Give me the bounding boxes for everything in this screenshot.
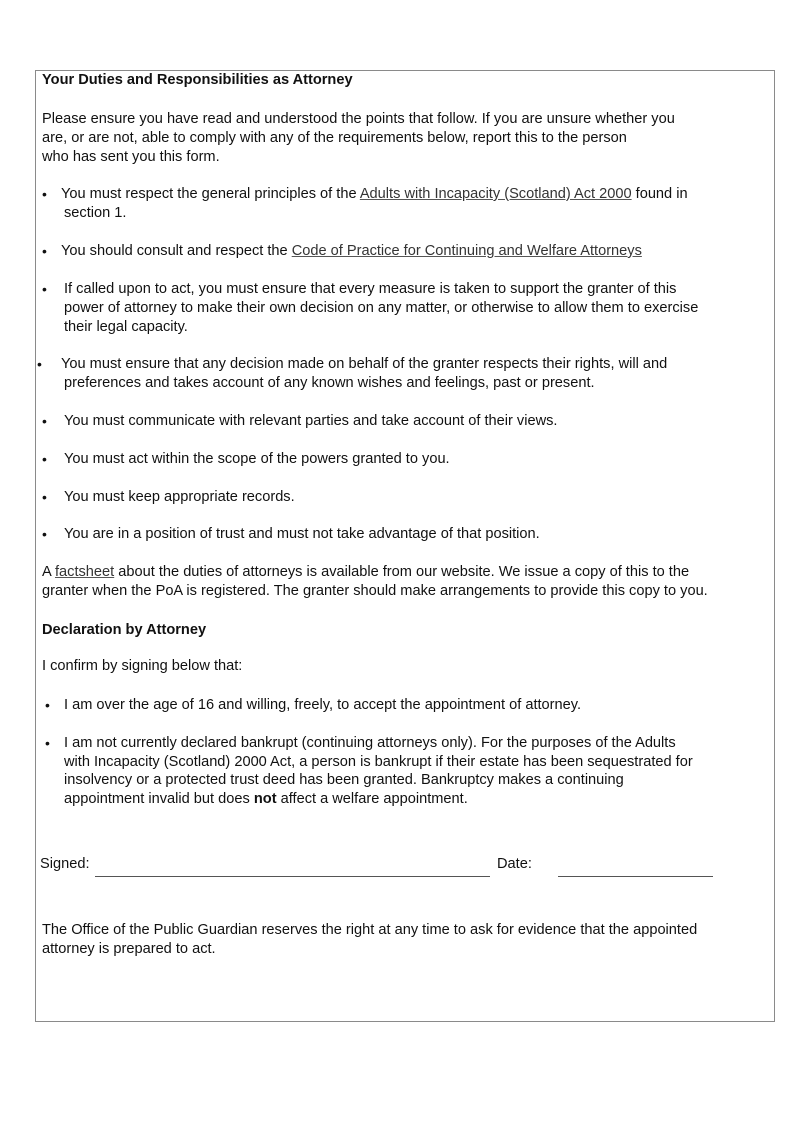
duty-1-line-2: section 1. bbox=[64, 205, 127, 221]
bullet-icon: • bbox=[42, 489, 47, 505]
code-of-practice-link[interactable]: Code of Practice for Continuing and Welfare Attorneys bbox=[291, 243, 642, 259]
duty-7: You must keep appropriate records. bbox=[64, 489, 295, 505]
form-frame bbox=[35, 70, 775, 1022]
bullet-icon: • bbox=[45, 697, 50, 713]
intro-line-3: who has sent you this form. bbox=[42, 149, 220, 165]
factsheet-link[interactable]: factsheet bbox=[54, 564, 115, 580]
declaration-item-2-line-3: insolvency or a protected trust deed has been granted. Bankruptcy makes a continuing bbox=[64, 772, 624, 788]
bullet-icon: • bbox=[42, 451, 47, 467]
signature-line[interactable] bbox=[95, 876, 490, 877]
duty-4-line-2: preferences and takes account of any known wishes and feelings, past or present. bbox=[64, 375, 595, 391]
duty-6: You must act within the scope of the powers granted to you. bbox=[64, 451, 450, 467]
factsheet-line-1: A factsheet about the duties of attorneys is available from our website. We issue a copy of this to the bbox=[42, 564, 690, 580]
section-title: Your Duties and Responsibilities as Attorney bbox=[42, 72, 353, 88]
declaration-confirm: I confirm by signing below that: bbox=[42, 658, 243, 674]
date-label: Date: bbox=[497, 856, 532, 872]
footer-line-1: The Office of the Public Guardian reserves the right at any time to ask for evidence that the appointed bbox=[42, 922, 698, 938]
bullet-icon: • bbox=[42, 413, 47, 429]
bullet-icon: • bbox=[42, 526, 47, 542]
duty-8: You are in a position of trust and must not take advantage of that position. bbox=[64, 526, 540, 542]
duty-2: You should consult and respect the Code of Practice for Continuing and Welfare Attorneys bbox=[61, 243, 642, 259]
declaration-item-2-line-1: I am not currently declared bankrupt (continuing attorneys only). For the purposes of the Adults bbox=[64, 735, 676, 751]
duty-5: You must communicate with relevant parties and take account of their views. bbox=[64, 413, 558, 429]
bullet-icon: • bbox=[37, 356, 42, 372]
declaration-item-1: I am over the age of 16 and willing, freely, to accept the appointment of attorney. bbox=[64, 697, 582, 713]
bullet-icon: • bbox=[45, 735, 50, 751]
bullet-icon: • bbox=[42, 281, 47, 297]
declaration-item-2-line-2: with Incapacity (Scotland) 2000 Act, a person is bankrupt if their estate has been sequestrated for bbox=[64, 754, 693, 770]
bullet-icon: • bbox=[42, 186, 47, 202]
declaration-item-2-line-4: appointment invalid but does not affect a welfare appointment. bbox=[64, 791, 468, 807]
duty-3-line-1: If called upon to act, you must ensure that every measure is taken to support the granter of this bbox=[64, 281, 677, 297]
duty-3-line-2: power of attorney to make their own decision on any matter, or otherwise to allow them to exercise bbox=[64, 300, 699, 316]
declaration-title: Declaration by Attorney bbox=[42, 622, 207, 638]
signed-label: Signed: bbox=[40, 856, 90, 872]
factsheet-line-2: granter when the PoA is registered. The granter should make arrangements to provide this copy to you. bbox=[42, 583, 708, 599]
duty-1-line-1: You must respect the general principles of the Adults with Incapacity (Scotland) Act 2000 found in bbox=[61, 186, 688, 202]
date-line[interactable] bbox=[558, 876, 713, 877]
act-link[interactable]: Adults with Incapacity (Scotland) Act 2000 bbox=[359, 186, 632, 202]
intro-line-2: are, or are not, able to comply with any of the requirements below, report this to the person bbox=[42, 130, 627, 146]
footer-line-2: attorney is prepared to act. bbox=[42, 941, 216, 957]
bullet-icon: • bbox=[42, 243, 47, 259]
intro-line-1: Please ensure you have read and understood the points that follow. If you are unsure whether you bbox=[42, 111, 675, 127]
duty-4-line-1: You must ensure that any decision made on behalf of the granter respects their rights, will and bbox=[61, 356, 668, 372]
duty-3-line-3: their legal capacity. bbox=[64, 319, 188, 335]
